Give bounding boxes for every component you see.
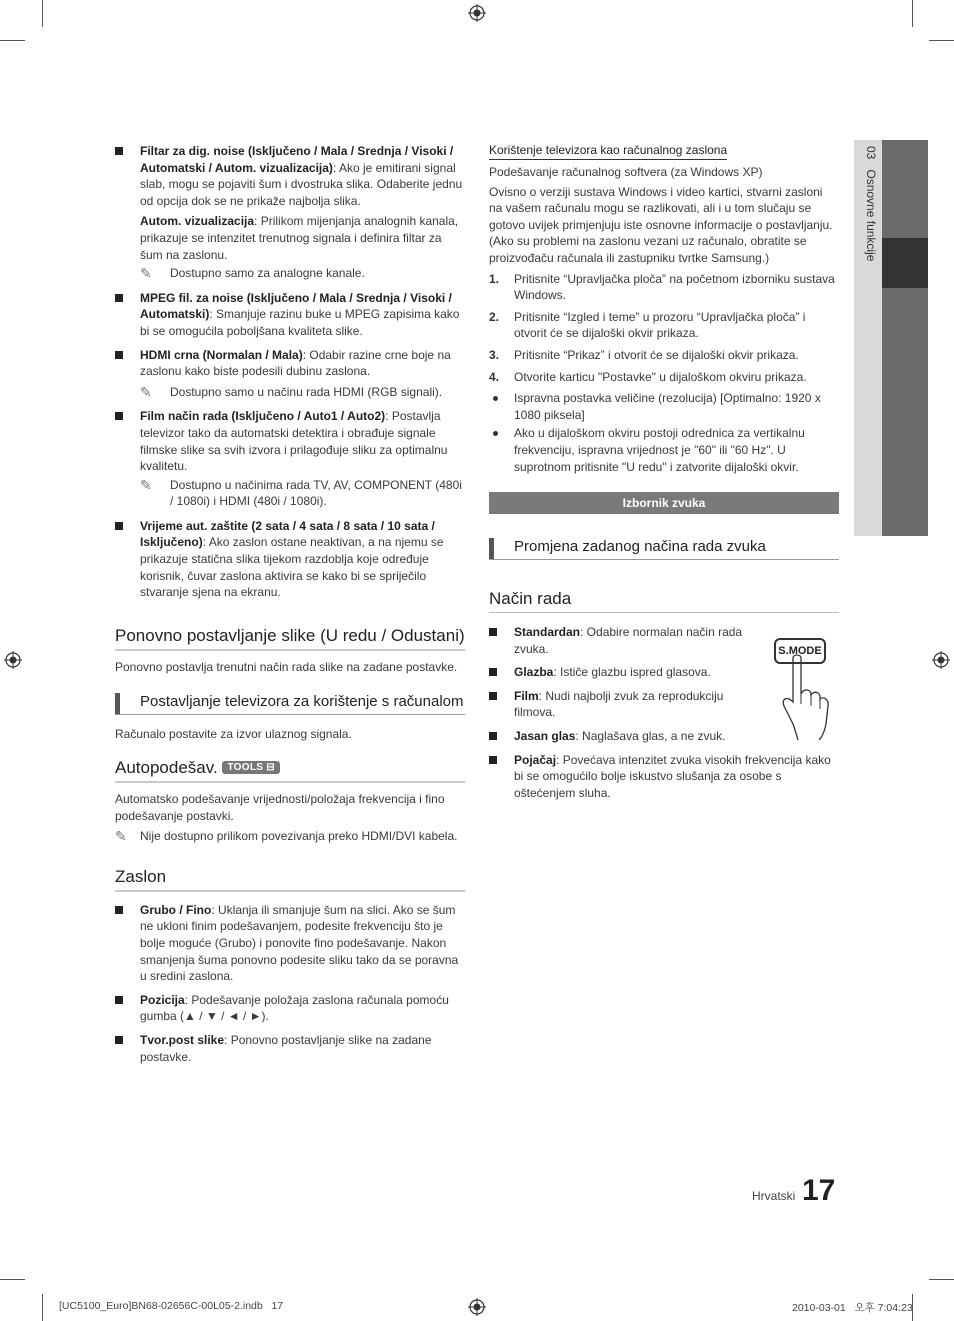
bullet-square-icon [115, 522, 123, 530]
side-tab-label [860, 146, 878, 346]
step-item: 3. Pritisnite “Prikaz” i otvorit će se dijaloški okvir prikaza. [489, 347, 799, 362]
list-item: Film: Nudi najbolji zvuk za reprodukciju filmova. [489, 688, 744, 721]
step-item: 4. Otvorite karticu "Postavke" u dijaloškom okviru prikaza. [489, 369, 807, 384]
list-item: Vrijeme aut. zaštite (2 sata / 4 sata / 8 sata / 10 sata / Isključeno): Ako zaslon ostane neaktivan, a na njemu se prikazuje statična slika tijekom razdoblja koje određuje korisnik, čuvar zaslona aktivira se kako bi se spriječilo stvaranje sjena na ekranu. [115, 518, 465, 601]
crop-mark [0, 40, 25, 41]
heading-bar [115, 693, 120, 714]
note: ✎ Dostupno samo u načinu rada HDMI (RGB signali). [140, 383, 443, 400]
crop-mark [912, 0, 913, 27]
note: ✎ Nije dostupno prilikom povezivanja preko HDMI/DVI kabela. [115, 828, 458, 845]
note-pencil-icon: ✎ [140, 476, 152, 493]
mode-list [489, 624, 839, 801]
section-title-zaslon: Zaslon [115, 867, 465, 892]
section-text: Ponovno postavlja trenutni način rada slike na zadane postavke. [115, 659, 458, 674]
bullet-square-icon [115, 412, 123, 420]
crop-mark [0, 1279, 25, 1280]
note: ✎ Dostupno u načinima rada TV, AV, COMPONENT (480i / 1080i) i HDMI (480i / 1080i). [140, 476, 462, 509]
bullet-square-icon [115, 147, 123, 155]
list-item: Jasan glas: Naglašava glas, a ne zvuk. [489, 728, 839, 745]
list-item: HDMI crna (Normalan / Mala): Odabir razine crne boje na zaslonu kako biste podesili dubinu zaslona. [115, 347, 465, 380]
tools-badge: TOOLS ⊟ [222, 761, 280, 774]
chapter-number: 03 [864, 146, 878, 160]
list-item: Pojačaj: Povećava intenzitet zvuka visokih frekvencija kako bi se omogućilo bolje iskustvo slušanja za osobe s oštećenjem sluha. [489, 752, 839, 802]
registration-mark-icon [468, 1298, 486, 1316]
step-item: 2. Pritisnite “Izgled i teme” u prozoru “Upravljačka ploča” i otvorit će se dijaloški okvir prikaza. [489, 309, 806, 341]
note-pencil-icon: ✎ [140, 265, 152, 282]
left-column [115, 143, 465, 1065]
bullet-square-icon [489, 692, 497, 700]
bullet-dot-icon [493, 396, 498, 401]
footer-language: Hrvatski [752, 1189, 796, 1203]
section-title-mode: Način rada [489, 589, 839, 613]
pc-subheading: Podešavanje računalnog softvera (za Windows XP) [489, 165, 763, 179]
pc-intro: Ovisno o verziji sustava Windows i video kartici, stvarni zasloni na vašem računalu mogu se razlikovati, ali i u tom slučaju se gotovo uvijek primjenjuju iste osnovne informacije o postavljanju. (Ako su problemi na zaslonu vezani uz računalo, obratite se proizvođaču računala ili zastupniku tvrtke Samsung.) [489, 184, 833, 265]
bullet-square-icon [115, 906, 123, 914]
bullet-square-icon [489, 628, 497, 636]
list-item: Standardan: Odabire normalan način rada zvuka. [489, 624, 744, 657]
page-number: 17 [802, 1174, 836, 1207]
list-item: Filtar za dig. noise (Isključeno / Mala / Srednja / Visoki / Automatski / Autom. vizualizacija): Ako je emitirani signal slab, mogu se pojaviti šum i dvostruka slika. Odaberite jednu od opcija dok se ne prikaže najbolja slika. [115, 143, 465, 209]
bullet-square-icon [489, 756, 497, 764]
bullet-square-icon [115, 1036, 123, 1044]
crop-mark [929, 1279, 954, 1280]
heading-bar [489, 538, 494, 559]
note-pencil-icon: ✎ [115, 828, 127, 845]
section-text: Automatsko podešavanje vrijednosti/položaja frekvencija i fino podešavanje postavki. [115, 792, 445, 823]
bullet-square-icon [115, 996, 123, 1004]
section-text: Računalo postavite za izvor ulaznog signala. [115, 727, 352, 742]
footer-file: [UC5100_Euro]BN68-02656C-00L05-2.indb 17 [59, 1300, 284, 1312]
registration-mark-icon [468, 4, 486, 22]
crop-mark [42, 1294, 43, 1321]
dot-item: Ispravna postavka veličine (rezolucija) [Optimalno: 1920 x 1080 piksela] [489, 390, 839, 423]
smode-button-icon: S.MODE [774, 638, 826, 664]
side-tab-highlight [882, 238, 928, 288]
side-tab-dark [882, 140, 928, 536]
sound-menu-banner: Izbornik zvuka [489, 492, 839, 514]
chapter-title: Osnovne funkcije [864, 169, 878, 262]
footer-date: 2010-03-01 오후 7:04:23 [792, 1302, 913, 1314]
registration-mark-icon [4, 651, 22, 669]
bullet-square-icon [489, 732, 497, 740]
crop-mark [42, 0, 43, 27]
list-item: Grubo / Fino: Uklanja ili smanjuje šum na slici. Ako se šum ne ukloni finim podešavanjem, podesite frekvenciju što je bolje moguće (Grubo) i ponovite fino podešavanje. Nakon smanjenja šuma ponovno podesite sliku tako da se poravna u sredini zaslona. [115, 902, 465, 985]
crop-mark [929, 40, 954, 41]
section-title-reset: Ponovno postavljanje slike (U redu / Odustani) [115, 626, 465, 651]
list-item: Pozicija: Podešavanje položaja zaslona računala pomoću gumba (▲ / ▼ / ◄ / ►). [115, 992, 465, 1025]
right-column [489, 143, 839, 801]
subsection-title-sound: Promjena zadanog načina rada zvuka [489, 538, 839, 560]
list-item: Tvor.post slike: Ponovno postavljanje slike na zadane postavke. [115, 1032, 465, 1065]
bullet-square-icon [115, 351, 123, 359]
list-item: Glazba: Ističe glazbu ispred glasova. [489, 664, 744, 681]
dot-item: Ako u dijaloškom okviru postoji odrednica za vertikalnu frekvenciju, ispravna vrijednost je "60" ili "60 Hz". U suprotnom pritisnite "U redu" i zatvorite dijaloški okvir. [489, 425, 839, 475]
step-item: 1. Pritisnite “Upravljačka ploča” na početnom izborniku sustava Windows. [489, 271, 835, 303]
list-item: MPEG fil. za noise (Isključeno / Mala / Srednja / Visoki / Automatski): Smanjuje razinu buke u MPEG zapisima kako bi se omogućila poboljšana kvaliteta slike. [115, 290, 465, 340]
bullet-square-icon [489, 668, 497, 676]
section-title-auto: Autopodešav. TOOLS ⊟ [115, 758, 465, 783]
sub-paragraph: Autom. vizualizacija: Prilikom mijenjanja analognih kanala, prikazuje se intenzitet trenutnog signala i definira filtar za šum na zaslonu. [140, 214, 459, 262]
pc-heading: Korištenje televizora kao računalnog zaslona [489, 143, 727, 160]
subsection-title-pc: Postavljanje televizora za korištenje s računalom [115, 693, 465, 715]
bullet-dot-icon [493, 431, 498, 436]
remote-hand-illustration [771, 630, 831, 740]
bullet-square-icon [115, 294, 123, 302]
note-pencil-icon: ✎ [140, 383, 152, 400]
note: ✎ Dostupno samo za analogne kanale. [140, 265, 365, 282]
registration-mark-icon [932, 651, 950, 669]
list-item: Film način rada (Isključeno / Auto1 / Auto2): Postavlja televizor tako da automatski detektira i obrađuje signale filmske slike sa svih izvora i prilagođuje sliku za optimalnu kvalitetu. [115, 408, 465, 474]
